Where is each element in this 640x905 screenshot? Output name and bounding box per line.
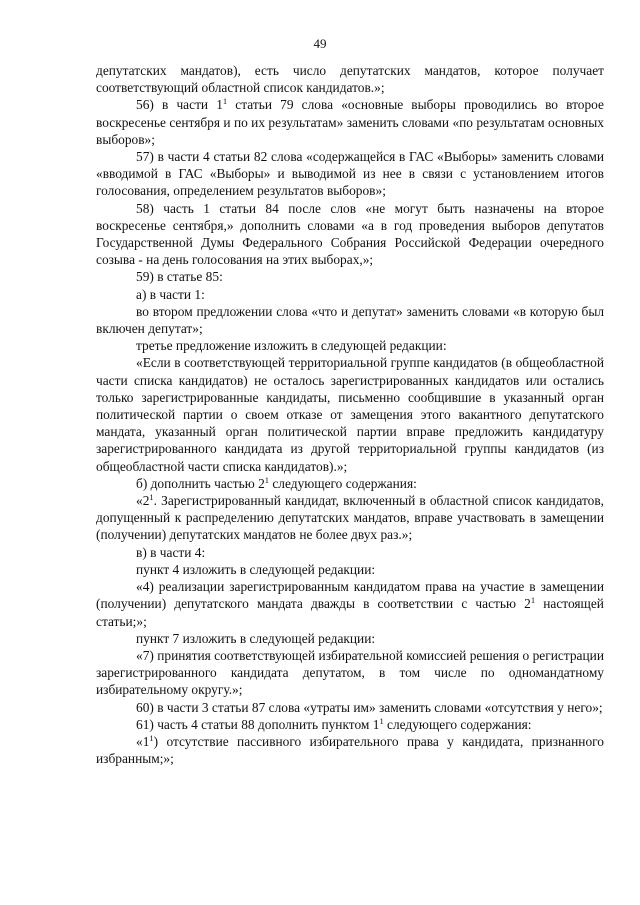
page-number: 49 <box>313 36 327 51</box>
paragraph-continuation: депутатских мандатов), есть число депутатских мандатов, которое получает соответствующий областной список кандидатов.»; <box>96 63 604 96</box>
paragraph-part-2-1: «$2^1$. Зарегистрированный кандидат, включенный в областной список кандидатов, допущенный к распределению депутатских мандатов, вправе участвовать в замещении (получении) депутатских мандатов не более двух раз.»; <box>96 492 604 543</box>
paragraph-third-sentence: третье предложение изложить в следующей редакции: <box>136 338 447 354</box>
paragraph-subitem-v: в) в части 4: <box>136 544 206 560</box>
paragraph-quote-text: «Если в соответствующей территориальной группе кандидатов (в общеобластной части списка кандидатов) не осталось зарегистрированных кандидатов или остались только зарегистрированные кандидаты, письменно сообщившие в указанный орган политической партии о своем отказе от замещения этого вакантного депутатского мандата, указанный орган политической партии вправе предложить кандидатуру зарегистрированного кандидата из другой территориальной группы кандидатов (из общеобластной части списка кандидатов).»; <box>96 355 604 474</box>
paragraph-item-57: 57) в части 4 статьи 82 слова «содержащейся в ГАС «Выборы» заменить словами «вводимой в ГАС «Выборы» и выводимой из нее в связи с установлением итогов голосования, определением результатов выборов»; <box>96 149 604 199</box>
paragraph-subitem-b: б) дополнить частью $2^1$ следующего содержания: <box>136 474 417 491</box>
paragraph-subitem-a: а) в части 1: <box>136 286 205 302</box>
paragraph-item-60: 60) в части 3 статьи 87 слова «утраты им» заменить словами «отсутствия у него»; <box>136 699 603 715</box>
paragraph-item-61: 61) часть 4 статьи 88 дополнить пунктом $1^1$ следующего содержания: <box>136 715 532 732</box>
paragraph-point-7-intro: пункт 7 изложить в следующей редакции: <box>136 630 376 646</box>
paragraph-point-4: «4) реализации зарегистрированным кандидатом права на участие в замещении (получении) депутатского мандата дважды в соответствии с частью $2^1$ настоящей статьи;»; <box>96 579 604 629</box>
paragraph-point-1-1: «$1^1$) отсутствие пассивного избирательного права у кандидата, признанного избранным;»; <box>96 732 604 767</box>
paragraph-item-59: 59) в статье 85: <box>136 269 223 285</box>
paragraph-item-58: 58) часть 1 статьи 84 после слов «не могут быть назначены на второе воскресенье сентября,» дополнить словами «а в год проведения выборов депутатов Государственной Думы Федерального Собрания Российской Федерации очередного созыва - на день голосования на этих выборах,»; <box>96 200 604 268</box>
paragraph-item-56: 56) в части $1^1$ статьи 79 слова «основные выборы проводились во второе воскресенье сентября и по их результатам» заменить словами «по результатам основных выборов»; <box>96 96 604 147</box>
paragraph-second-sentence: во втором предложении слова «что и депутат» заменить словами «в которую был включен депутат»; <box>96 303 604 337</box>
paragraph-point-4-intro: пункт 4 изложить в следующей редакции: <box>136 561 376 577</box>
document-body <box>96 62 604 767</box>
paragraph-point-7: «7) принятия соответствующей избирательной комиссией решения о регистрации зарегистрированного кандидата депутатом, в том числе по одномандатному избирательному округу.»; <box>96 647 604 698</box>
